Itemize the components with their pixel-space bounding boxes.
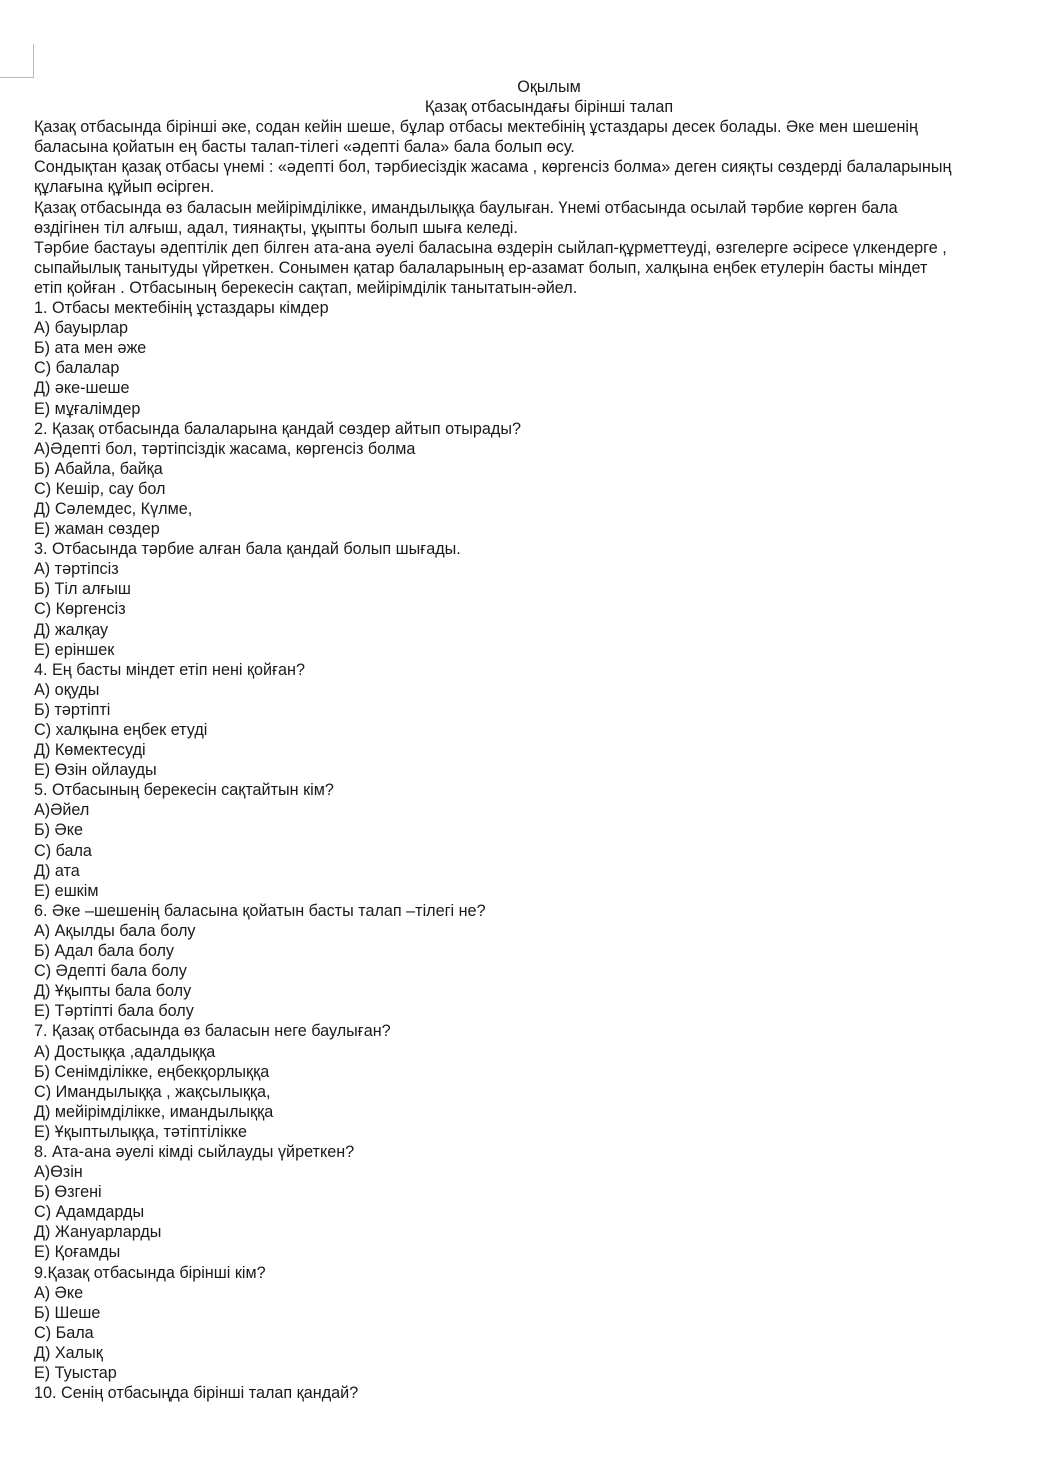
question-block [34,901,1052,1022]
question-block [34,1021,1052,1142]
question-list [34,298,1052,1403]
question-text: 5. Отбасының берекесін сақтайтын кім? [34,781,334,800]
answer-option: С) Кешір, сау бол [34,479,166,498]
question-block [34,1383,1052,1403]
question-text: 4. Ең басты міндет етіп нені қойған? [34,660,305,679]
paragraph-line: өздігінен тіл алғыш, адал, тиянақты, ұқыпты болып шыға келеді. [34,218,518,237]
answer-option: Б) Тіл алғыш [34,580,131,599]
answer-option: Е) Тәртіпті бала болу [34,1002,194,1021]
answer-option: А) оқуды [34,680,100,699]
paragraph-line: Қазақ отбасында бірінші әке, содан кейін шеше, бұлар отбасы мектебінің ұстаздары десек болады. Әке мен шешенің [34,118,918,137]
question-text: 8. Ата-ана әуелі кімді сыйлауды үйреткен? [34,1142,355,1161]
answer-option: С) Әдепті бала болу [34,962,187,981]
answer-option: Е) еріншек [34,640,115,659]
answer-option: Б) тәртіпті [34,700,111,719]
answer-option: А)Әйел [34,801,90,820]
answer-option: Д) Халық [34,1343,103,1362]
document-title: Қазақ отбасындағы бірінші талап [424,98,674,117]
answer-option: А) тәртіпсіз [34,560,119,579]
answer-option: С) Бала [34,1323,94,1342]
answer-option: С) Көргенсіз [34,600,126,619]
question-block [34,298,1052,419]
paragraph-line: құлағына құйып өсірген. [34,178,215,197]
answer-option: А)Өзін [34,1163,83,1182]
answer-option: С) бала [34,841,92,860]
answer-option: Б) ата мен әже [34,339,147,358]
answer-option: Б) Әке [34,821,83,840]
answer-option: Е) Ұқыптылыққа, тәтіптілікке [34,1122,248,1141]
question-block [34,1142,1052,1263]
answer-option: А) Ақылды бала болу [34,921,196,940]
answer-option: А) Достыққа ,адалдыққа [34,1042,216,1061]
question-block [34,780,1052,901]
answer-option: Д) Жануарларды [34,1223,162,1242]
answer-option: Б) Адал бала болу [34,942,175,961]
paragraph [34,198,1052,238]
answer-option: С) Имандылыққа , жақсылыққа, [34,1082,271,1101]
answer-option: С) халқына еңбек етуді [34,721,208,739]
paragraph-line: етіп қойған . Отбасының берекесін сақтап, мейірімділік танытатын-әйел. [34,278,578,297]
answer-option: А)Әдепті бол, тәртіпсіздік жасама, көргенсіз болма [34,439,416,458]
answer-option: Е) ешкім [34,881,99,900]
question-text: 10. Сенің отбасыңда бірінші талап қандай? [34,1384,359,1403]
paragraph-line: Тәрбие бастауы әдептілік деп білген ата-ана әуелі баласына өздерін сыйлап-құрметтеуді, өзгелерге әсіресе үлкендерге , [34,238,947,257]
answer-option: Е) Қоғамды [34,1243,121,1262]
question-text: 9.Қазақ отбасында бірінші кім? [34,1263,266,1282]
answer-option: Д) әке-шеше [34,379,130,398]
question-text: 6. Әке –шешенің баласына қойатын басты талап –тілегі не? [34,901,486,920]
question-text: 1. Отбасы мектебінің ұстаздары кімдер [34,299,329,318]
answer-option: Б) Абайла, байқа [34,459,163,478]
answer-option: Б) Сенімділікке, еңбекқорлыққа [34,1062,270,1081]
answer-option: Б) Өзгені [34,1183,102,1202]
page-corner-mark [0,44,34,78]
document-page [34,77,1052,1403]
paragraph-line: Қазақ отбасында өз баласын мейірімділікке, имандылыққа баулыған. Үнемі отбасында осылай тәрбие көрген бала [34,198,898,217]
answer-option: А) бауырлар [34,319,129,338]
paragraph-line: Сондықтан қазақ отбасы үнемі : «әдепті бол, тәрбиесіздік жасама , көргенсіз болма» деген сияқты сөздерді балаларының [34,158,952,177]
answer-option: А) Әке [34,1283,84,1302]
answer-option: Е) Өзін ойлауды [34,761,157,780]
answer-option: Д) Ұқыпты бала болу [34,982,192,1001]
answer-option: Д) Көмектесуді [34,741,146,760]
question-block [34,419,1052,540]
paragraph [34,157,1052,197]
answer-option: Д) мейірімділікке, имандылыққа [34,1102,274,1121]
question-block [34,539,1052,660]
answer-option: Д) жалқау [34,620,109,639]
answer-option: Б) Шеше [34,1303,101,1322]
answer-option: Е) жаман сөздер [34,520,160,539]
question-text: 3. Отбасында тәрбие алған бала қандай болып шығады. [34,540,461,559]
paragraph-line: баласына қойатын ең басты талап-тілегі «әдепті бала» бала болып өсу. [34,138,575,157]
answer-option: С) балалар [34,359,120,378]
answer-option: Е) Туыстар [34,1364,117,1382]
answer-option: С) Адамдарды [34,1203,145,1222]
paragraph [34,238,1052,298]
answer-option: Д) Сәлемдес, Күлме, [34,499,193,518]
document-subject: Оқылым [517,78,581,96]
answer-option: Д) ата [34,861,80,880]
question-text: 2. Қазақ отбасында балаларына қандай сөздер айтып отырады? [34,419,521,438]
question-block [34,1263,1052,1384]
question-text: 7. Қазақ отбасында өз баласын неге баулыған? [34,1022,391,1041]
answer-option: Е) мұғалімдер [34,399,141,418]
paragraph [34,117,1052,157]
question-block [34,660,1052,781]
paragraph-line: сыпайылық танытуды үйреткен. Сонымен қатар балаларының ер-азамат болып, халқына еңбек етулерін басты міндет [34,258,928,277]
